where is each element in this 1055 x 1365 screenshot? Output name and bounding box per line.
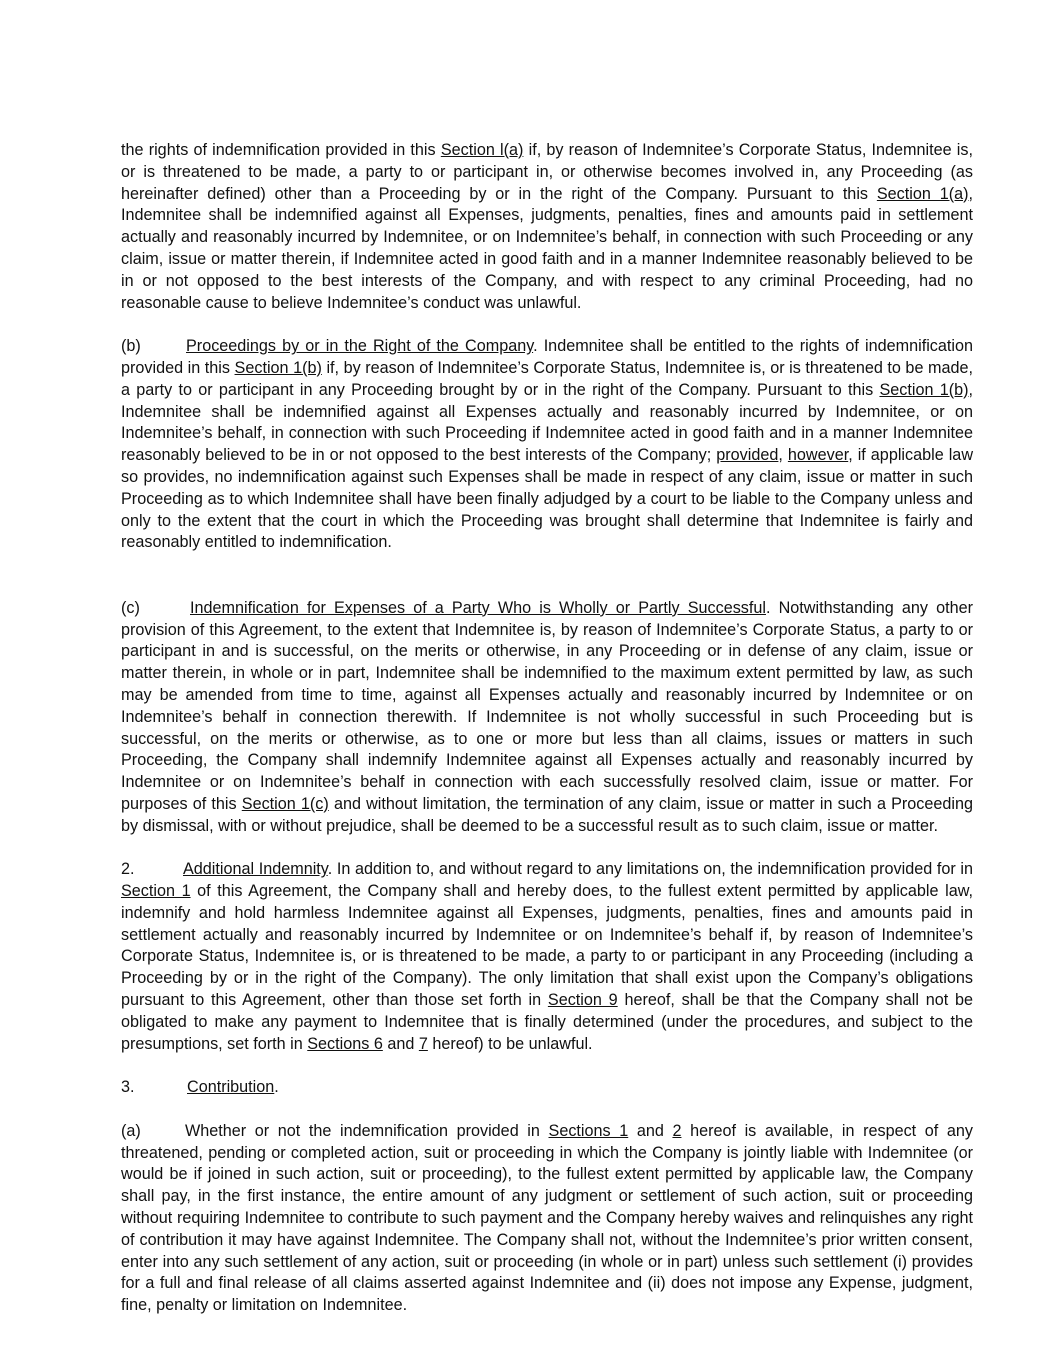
section-reference: Section 1(b) [879, 380, 969, 399]
text: , [778, 446, 788, 465]
paragraph-heading: Indemnification for Expenses of a Party Who is Wholly or Partly Successful [190, 598, 766, 617]
section-reference: 2 [672, 1121, 682, 1140]
section-reference: 7 [418, 1034, 428, 1053]
text: . Notwithstanding any other provision of this Agreement, to the extent that Indemnitee is, by reason of Indemnitee’s Corporate Status, a party to or participant in and is successful, on the merits or otherwise, in any Proceeding or in defense of any claim, issue or matter therein, in whole or in part, Indemnitee shall be indemnified to the maximum extent permitted by law, as such may be amended from time to time, against all Expenses actually and reasonably incurred by Indemnitee or on Indemnitee’s behalf in connection therewith. If Indemnitee is not wholly successful in such Proceeding but is successful, on the merits or otherwise, as to one or more but less than all claims, issues or matters in such Proceeding, the Company shall indemnify Indemnitee against all Expenses actually and reasonably incurred by Indemnitee or on Indemnitee’s behalf in connection with each successfully resolved claim, issue or matter. For purposes of this [121, 598, 973, 813]
section-number: 2. [121, 860, 135, 879]
section-reference: Section 1(a) [876, 184, 969, 203]
section-number: 3. [121, 1078, 135, 1097]
text: . [274, 1078, 279, 1097]
text: if, by reason of Indemnitee’s Corporate Status, Indemnitee is, or is threatened to be made, a party to or participant in, or otherwise becomes involved in, any Proceeding (as hereinafter defined) other than a Proceeding by or in the right of the Company. Pursuant to this [121, 141, 973, 203]
text: hereof is available, in respect of any threatened, pending or completed action, suit or proceeding in which the Company is jointly liable with Indemnitee (or would be if joined in such action, suit or proceeding), to the fullest extent permitted by applicable law, the Company shall pay, in the first instance, the entire amount of any judgment or settlement of such action, suit or proceeding without requiring Indemnitee to contribute to such payment and the Company hereby waives and relinquishes any right of contribution it may have against Indemnitee. The Company shall not, without the Indemnitee’s prior written consent, enter into any such settlement of any action, suit or proceeding (in whole or in part) unless such settlement (i) provides for a full and final release of all claims asserted against Indemnitee and (ii) does not impose any Expense, judgment, fine, penalty or limitation on Indemnitee. [121, 1121, 973, 1315]
section-reference: Sections 1 [548, 1121, 629, 1140]
section-reference: Section l(a) [440, 141, 524, 159]
section-heading: Contribution [187, 1078, 275, 1097]
paragraph-3a [121, 1121, 973, 1317]
text: hereof) to be unlawful. [427, 1034, 593, 1053]
text: if, by reason of Indemnitee’s Corporate Status, Indemnitee is, or is threatened to be made, a party to or participant in any Proceeding brought by or in the right of the Company. Pursuant to this [121, 358, 973, 399]
text: , if applicable law so provides, no indemnification against such Expenses shall be made in respect of any claim, issue or matter in such Proceeding as to which Indemnitee shall have been finally adjudged by a court to be liable to the Company unless and only to the extent that the court in which the Proceeding was brought shall determine that Indemnitee is fairly and reasonably entitled to indemnification. [121, 446, 974, 552]
text: . Indemnitee shall be entitled to the rights of indemnification provided in this [121, 337, 973, 377]
paragraph-label: (c) [121, 598, 140, 617]
text: , Indemnitee shall be indemnified against all Expenses actually and reasonably incurred by Indemnitee, or on Indemnitee’s behalf, in connection with such Proceeding if Indemnitee acted in good faith and in a manner Indemnitee reasonably believed to be in or not opposed to the best interests of the Company; [121, 380, 973, 465]
document-page [121, 140, 973, 1317]
section-reference: Section 1(c) [241, 794, 329, 813]
text: Whether or not the indemnification provided in [185, 1121, 549, 1140]
text: and [382, 1034, 419, 1053]
paragraph-label: (a) [121, 1121, 141, 1140]
text: and [628, 1121, 673, 1140]
section-2-additional-indemnity [121, 859, 973, 1055]
paragraph-label: (b) [121, 337, 141, 356]
section-reference: Section 1 [121, 882, 191, 901]
section-reference: Section 9 [547, 991, 618, 1010]
section-heading: Additional Indemnity [183, 860, 328, 879]
emphasis-term: provided [716, 446, 779, 465]
text: of this Agreement, the Company shall and hereby does, to the fullest extent permitted by applicable law, indemnify and hold harmless Indemnitee against all Expenses, judgments, penalties, fines and amounts paid in settlement actually and reasonably incurred by Indemnitee or on Indemnitee’s behalf if, by reason of Indemnitee’s Corporate Status, Indemnitee is, or is threatened to be made, a party to or participant in any Proceeding (including a Proceeding by or in the right of the Company). The only limitation that shall exist upon the Company’s obligations pursuant to this Agreement, other than those set forth in [121, 882, 973, 1010]
paragraph-1b [121, 336, 973, 554]
paragraph-1c [121, 598, 973, 838]
text: hereof, shall be that the Company shall not be obligated to make any payment to Indemnitee that is finally determined (under the procedures, and subject to the presumptions, set forth in [121, 991, 973, 1053]
text: the rights of indemnification provided in this [121, 141, 441, 159]
text: , Indemnitee shall be indemnified against all Expenses, judgments, penalties, fines and amounts paid in settlement actually and reasonably incurred by Indemnitee, or on Indemnitee’s behalf, in connection with such Proceeding or any claim, issue or matter therein, if Indemnitee acted in good faith and in a manner Indemnitee reasonably believed to be in or not opposed to the best interests of the Company, and with respect to any criminal Proceeding, had no reasonable cause to believe Indemnitee’s conduct was unlawful. [121, 184, 973, 312]
section-reference: Section 1(b) [234, 358, 322, 377]
section-3-contribution [121, 1077, 973, 1099]
paragraph-1a-continuation [121, 140, 973, 314]
section-reference: Sections 6 [307, 1034, 383, 1053]
paragraph-heading: Proceedings by or in the Right of the Company [186, 337, 534, 356]
text: and without limitation, the termination of any claim, issue or matter in such a Proceeding by dismissal, with or without prejudice, shall be deemed to be a successful result as to such claim, issue or matter. [121, 794, 974, 835]
text: . In addition to, and without regard to any limitations on, the indemnification provided for in [327, 860, 973, 879]
emphasis-term: however [787, 446, 849, 465]
